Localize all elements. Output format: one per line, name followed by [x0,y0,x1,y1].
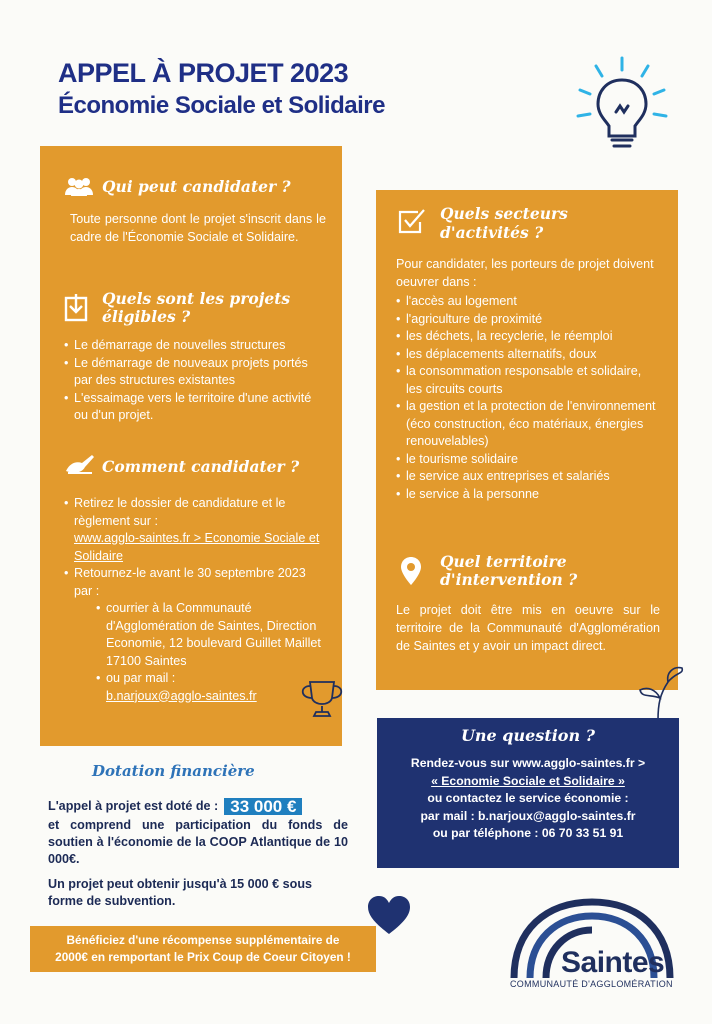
list-item: • l'agriculture de proximité [396,311,658,329]
list-item: • l'accès au logement [396,293,658,311]
list-item: • la gestion et la protection de l'environnement (éco construction, éco matériaux, énergies renouvelables) [396,398,658,451]
email-link[interactable]: b.narjoux@agglo-saintes.fr [106,688,257,703]
trophy-icon [294,676,350,724]
logo-subtitle: COMMUNAUTÉ D'AGGLOMÉRATION [510,979,673,989]
who-heading: Qui peut candidater ? [102,177,291,196]
list-item: • le tourisme solidaire [396,451,658,469]
question-title: Une question ? [460,726,596,745]
checkbox-icon [398,208,426,236]
amount-badge: 33 000 € [224,798,302,815]
list-item: • Le démarrage de nouvelles structures [64,337,326,355]
contact-line: par mail : b.narjoux@agglo-saintes.fr [420,808,636,823]
return-methods-list [74,600,326,705]
dotation-line2: et comprend une participation du fonds de soutien à l'économie de la COOP Atlantique de 10 000€. [48,818,348,867]
location-pin-icon [400,556,422,586]
how-list [64,495,326,705]
who-text: Toute personne dont le projet s'inscrit dans le cadre de l'Économie Sociale et Solidaire. [70,212,326,244]
list-item: • Retournez-le avant le 30 septembre 2023 par : • courrier à la Communauté d'Agglomération de Saintes, Direction Economie, 12 boulevard Guillet Maillet 17100 Saintes • ou par mail : b.narjoux@agglo-saintes.fr [64,565,326,705]
contact-line: ou par téléphone : 06 70 33 51 91 [432,826,624,840]
dotation-line3: Un projet peut obtenir jusqu'à 15 000 € sous forme de subvention. [48,877,313,909]
reward-banner [30,926,376,972]
eligible-heading-line2: éligibles ? [102,307,191,326]
contact-line: « Economie Sociale et Solidaire » [431,773,625,788]
lightbulb-icon [572,50,672,160]
sectors-heading-line1: Quels secteurs [440,204,568,223]
list-item: • les déchets, la recyclerie, le réemploi [396,328,658,346]
list-item: • ou par mail : b.narjoux@agglo-saintes.fr [96,670,326,705]
list-item: • le service à la personne [396,486,658,504]
logo-name: Saintes [561,946,665,979]
contact-line: ou contactez le service économie : [427,791,629,805]
dotation-title: Dotation financière [92,762,255,780]
eligible-heading-line1: Quels sont les projets [102,289,291,308]
people-icon [64,176,94,196]
page-title: APPEL À PROJET 2023 [58,58,349,88]
download-document-icon [64,292,90,322]
dotation-body [48,798,348,910]
territory-heading-line2: d'intervention ? [440,570,578,589]
right-info-panel [376,190,678,690]
contact-line: Rendez-vous sur www.agglo-saintes.fr > [410,756,646,770]
sectors-list [396,293,658,503]
sectors-heading-line2: d'activités ? [440,223,544,242]
territory-heading-line1: Quel territoire [440,552,567,571]
reward-line2: 2000€ en remportant le Prix Coup de Coeur Citoyen ! [55,950,351,964]
contact-box [377,718,679,868]
list-item: • L'essaimage vers le territoire d'une activité ou d'un projet. [64,390,326,425]
dotation-line1: L'appel à projet est doté de : [48,799,219,813]
list-item: • le service aux entreprises et salariés [396,468,658,486]
page-subtitle: Économie Sociale et Solidaire [58,92,385,119]
list-item: • courrier à la Communauté d'Agglomération de Saintes, Direction Economie, 12 boulevard Guillet Maillet 17100 Saintes [96,600,326,670]
eligible-list [64,337,326,425]
list-item: • Retirez le dossier de candidature et le règlement sur : www.agglo-saintes.fr > Economie Sociale et Solidaire [64,495,326,565]
list-item: • la consommation responsable et solidaire, les circuits courts [396,363,658,398]
territory-text: Le projet doit être mis en oeuvre sur le territoire de la Communauté d'Agglomération de Saintes et y avoir un impact direct. [396,603,660,653]
list-item: • les déplacements alternatifs, doux [396,346,658,364]
list-item: • Le démarrage de nouveaux projets portés par des structures existantes [64,355,326,390]
plant-icon [628,664,688,726]
reward-line1: Bénéficiez d'une récompense supplémentaire de [66,933,340,947]
writing-hand-icon [64,451,96,475]
sectors-intro: Pour candidater, les porteurs de projet doivent oeuvrer dans : [396,257,654,289]
left-info-panel [40,146,342,746]
agglo-saintes-link[interactable]: www.agglo-saintes.fr > Economie Sociale et Solidaire [74,531,320,563]
how-heading: Comment candidater ? [102,457,300,476]
